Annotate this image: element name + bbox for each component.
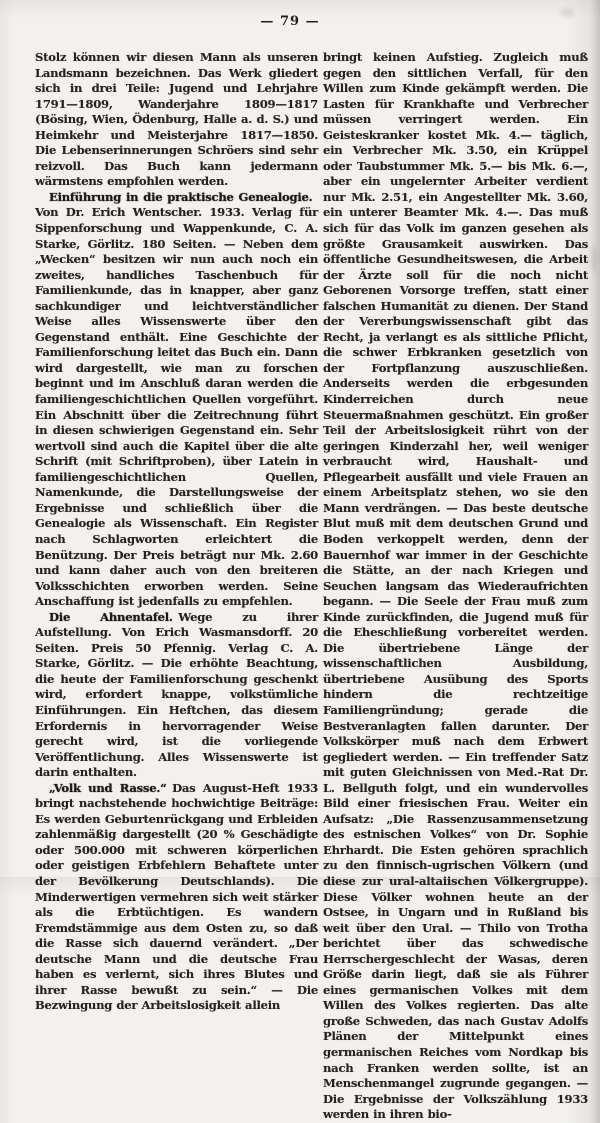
scan-blemish <box>591 246 597 272</box>
paragraph-text: Von Dr. Erich Wentscher. 1933. Verlag für Sippenforschung und Wappenkunde, C. A. Starke, Görlitz. 180 Seiten. — Neben dem „Wecken“ besitzen wir nun auch noch ein zweites, handliches Taschenbuch für Familienkunde, das in knapper, aber ganz sachkundiger und leichtverständlicher Weise alles Wissenswerte über den Gegenstand enthält. Eine Geschichte der Familienforschung leitet das Buch ein. Dann wird dargestellt, wie man zu forschen beginnt und im Anschluß daran werden die familiengeschichtlichen Quellen vorgeführt. Ein Abschnitt über die Zeitrechnung führt in diesen schwierigen Gegenstand ein. Sehr wertvoll sind auch die Kapitel über die alte Schrift (mit Schriftproben), über Latein in familiengeschichtlichen Quellen, Namenkunde, die Darstellungsweise der Ergebnisse und schließlich über die Genealogie als Wissenschaft. Ein Register nach Schlagworten erleichtert die Benützung. Der Preis beträgt nur Mk. 2.60 und kann daher auch von den breiteren Volksschichten erworben werden. Seine Anschaffung ist jedenfalls zu empfehlen. <box>35 205 318 609</box>
paragraph-continuation <box>323 50 588 1123</box>
paragraph-review-genealogie <box>35 190 318 610</box>
two-column-text-block <box>35 50 588 1123</box>
paragraph-lead-title: Einführung in die praktische Genealogie. <box>49 189 318 204</box>
paragraph-review-volk-und-rasse <box>35 781 318 1014</box>
right-column <box>323 50 588 1123</box>
paragraph-text: bringt keinen Aufstieg. Zugleich muß gegen den sittlichen Verfall, für den Willen zum Kinde gekämpft werden. Die Lasten für Krankhafte und Verbrecher müssen verringert werden. Ein Geisteskranker kostet Mk. 4.— täglich, ein Verbrecher Mk. 3.50, ein Krüppel oder Taubstummer Mk. 5.— bis Mk. 6.—, aber ein ungelernter Arbeiter verdient nur Mk. 2.51, ein Angestellter Mk. 3.60, ein unterer Beamter Mk. 4.—. Das muß sich für das Volk im ganzen gesehen als größte Grausamkeit auswirken. Das öffentliche Gesundheitswesen, die Arbeit der Ärzte soll für die noch nicht Geborenen Vorsorge treffen, statt einer falschen Humanität zu dienen. Der Stand der Vererbungswissenschaft gibt das Recht, ja verlangt es als sittliche Pflicht, die schwer Erbkranken gesetzlich von der Fortpflanzung auszuschließen. Anderseits werden die erbgesunden Kinderreichen durch neue Steuermaßnahmen geschützt. Ein großer Teil der Arbeitslosigkeit rührt von der geringen Kinderzahl her, weil weniger verbraucht wird, Haushalt- und Pflegearbeit ausfällt und viele Frauen an einem Arbeitsplatz stehen, wo sie den Mann verdrängen. — Das beste deutsche Blut muß mit dem deutschen Grund und Boden verkoppelt werden, denn der Bauernhof war immer in der Geschichte die Stätte, an der nach Kriegen und Seuchen langsam das Wiederaufrichten begann. — Die Seele der Frau muß zum Kinde zurückfinden, die Jugend muß für die Eheschließung vorbereitet werden. Die übertriebene Länge der wissenschaftlichen Ausbildung, übertriebene Ausübung des Sports hindern die rechtzeitige Familiengründung; gerade die Bestveranlagten fallen darunter. Der Volkskörper muß nach dem Erbwert gegliedert werden. — Ein treffender Satz mit guten Gleichnissen von Med.-Rat Dr. L. Bellguth folgt, und ein wundervolles Bild einer friesischen Frau. Weiter ein Aufsatz: „Die Rassenzusammensetzung des estnischen Volkes“ von Dr. Sophie Ehrhardt. Die Esten gehören sprachlich zu den finnisch-ugrischen Völkern (und diese zur ural-altaiischen Völkergruppe). Diese Völker wohnen heute an der Ostsee, in Ungarn und in Rußland bis weit über den Ural. — Thilo von Trotha berichtet über das schwedische Herrschergeschlecht der Wasas, deren Größe darin liegt, daß sie als Führer eines germanischen Volkes mit dem Willen des Volkes regierten. Das alte große Schweden, das nach Gustav Adolfs Plänen der Mittelpunkt eines germanischen Reiches vom Nordkap bis nach Franken werden sollte, ist an Menschenmangel zugrunde gegangen. — Die Ergebnisse der Volkszählung 1933 werden in ihren bio- <box>323 50 588 1122</box>
page-number: — 79 — <box>260 14 320 29</box>
paragraph-text: Das August-Heft 1933 bringt nachstehende hochwichtige Beiträge: Es werden Geburtenrückgang und Erbleiden zahlenmäßig dargestellt (20 % Geschädigte oder 500.000 mit schweren körperlichen oder geistigen Erbfehlern Behaftete unter der Bevölkerung Deutschlands). Die Minderwertigen vermehren sich weit stärker als die Erbtüchtigen. Es wandern Fremdstämmige aus dem Osten zu, so daß die Rasse sich dauernd verändert. „Der deutsche Mann und die deutsche Frau haben es verlernt, sich ihres Blutes und ihrer Rasse bewußt zu sein.“ — Die Bezwingung der Arbeitslosigkeit allein <box>35 780 318 1013</box>
paragraph-text: Stolz können wir diesen Mann als unseren Landsmann bezeichnen. Das Werk gliedert sich in drei Teile: Jugend und Lehrjahre 1791—1809, Wanderjahre 1809—1817 (Bösing, Wien, Ödenburg, Halle a. d. S.) und Heimkehr und Meisterjahre 1817—1850. Die Lebenserinnerungen Schröers sind sehr reizvoll. Das Buch kann jedermann wärmstens empfohlen werden. <box>35 50 318 189</box>
paragraph-lead-title: Die Ahnentafel. <box>49 609 179 624</box>
paragraph-review-ahnentafel <box>35 610 318 781</box>
left-column <box>35 50 318 1123</box>
paragraph-review-continuation <box>35 50 318 190</box>
paragraph-text: Wege zu ihrer Aufstellung. Von Erich Wasmansdorff. 20 Seiten. Preis 50 Pfennig. Verlag C. A. Starke, Görlitz. — Die erhöhte Beachtung, die heute der Familienforschung geschenkt wird, erfordert knappe, volkstümliche Einführungen. Ein Heftchen, das diesem Erfordernis in hervorragender Weise gerecht wird, ist die vorliegende Veröffentlichung. Alles Wissenswerte ist darin enthalten. <box>35 609 318 780</box>
paragraph-lead-title: „Volk und Rasse.“ <box>49 780 173 795</box>
